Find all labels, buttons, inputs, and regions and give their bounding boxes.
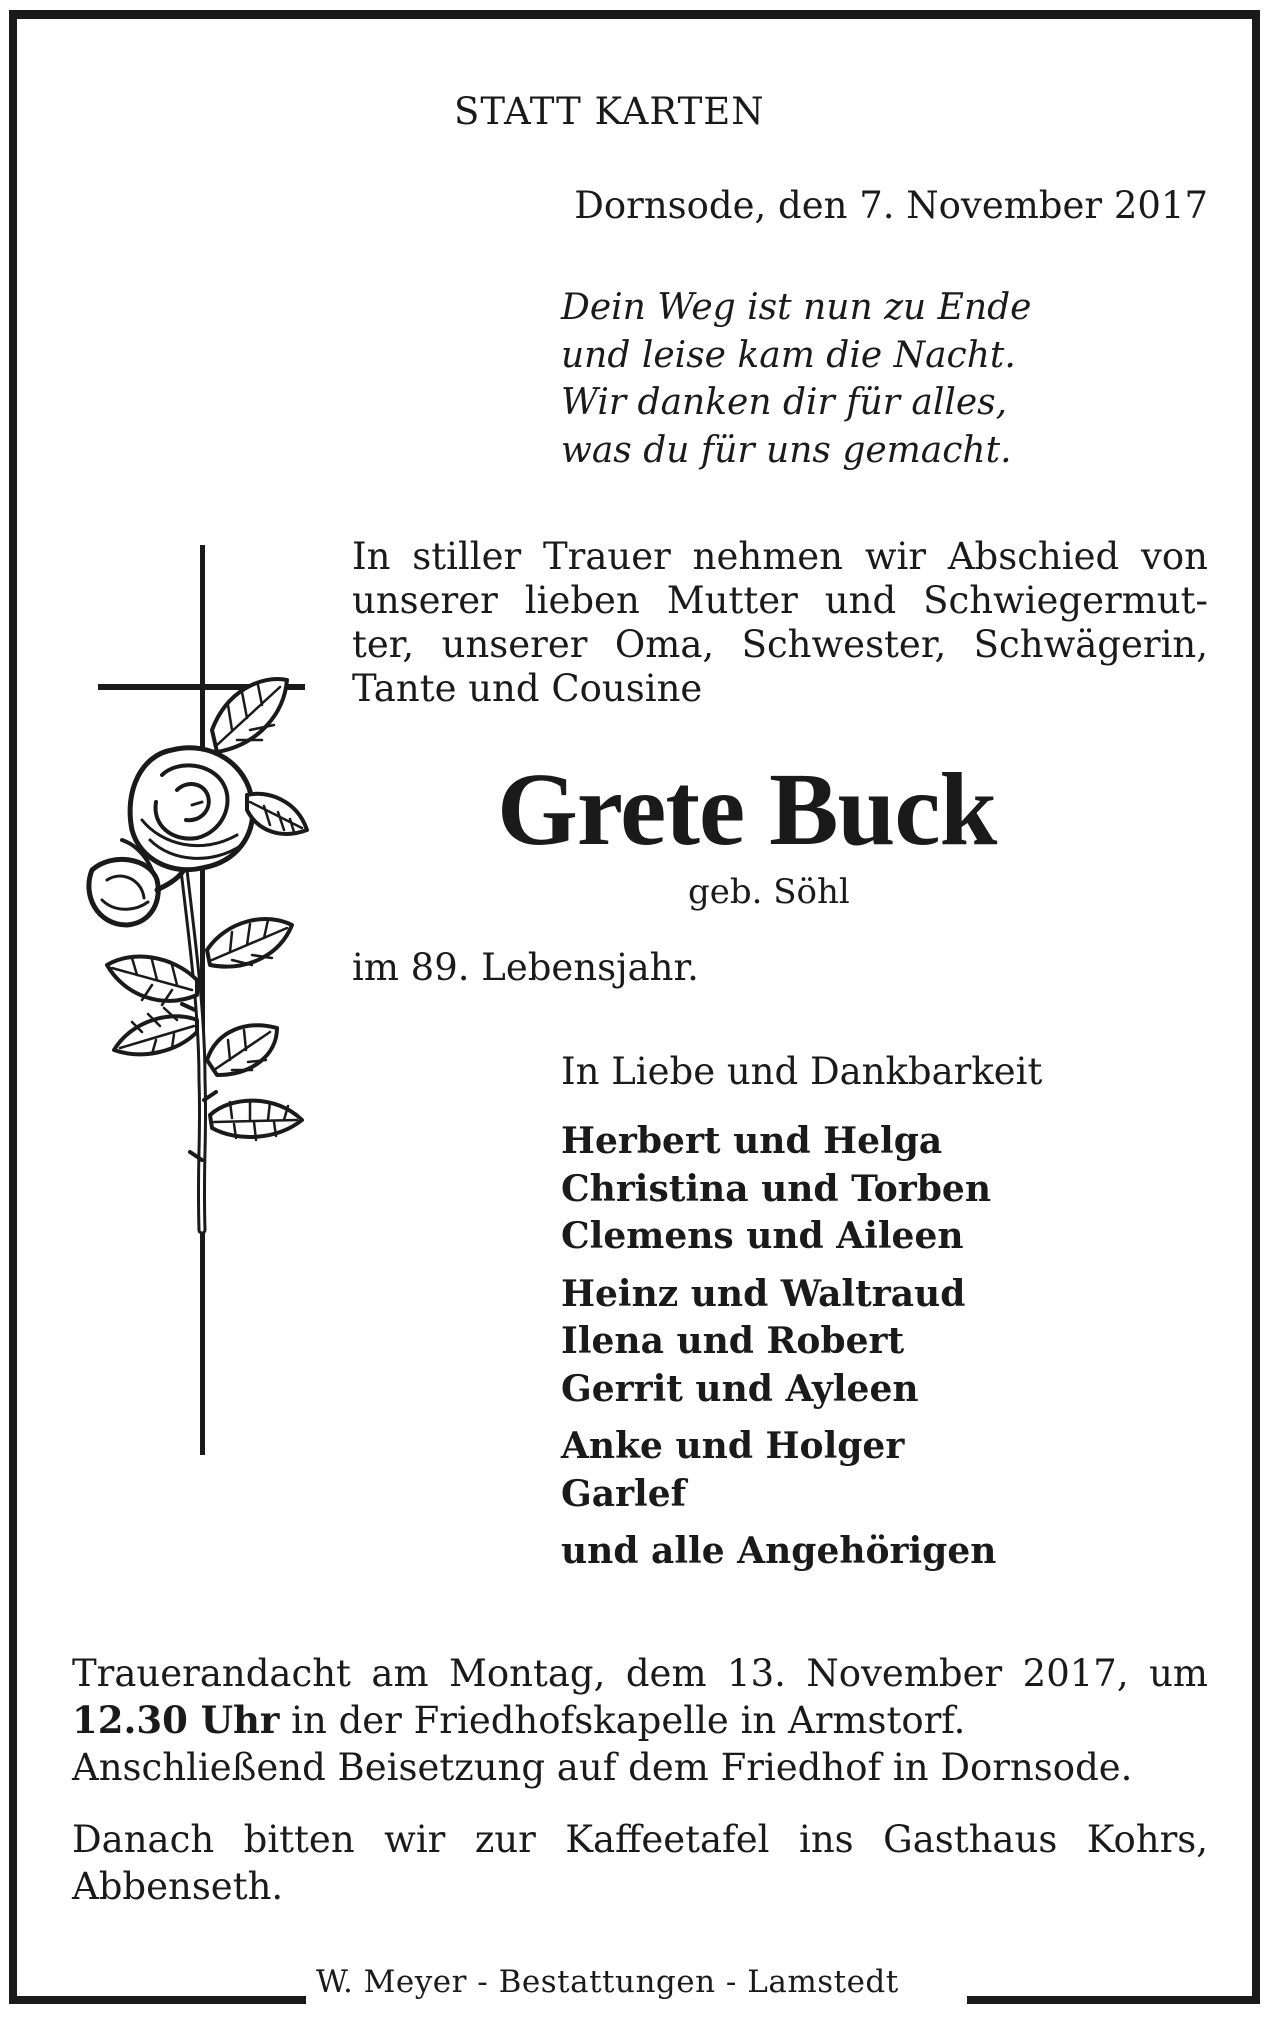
mourners-intro: In Liebe und Dankbarkeit xyxy=(561,1050,1043,1093)
poem-line: was du für uns gemacht. xyxy=(561,429,1012,471)
mourner-line: Clemens und Aileen xyxy=(561,1215,964,1257)
poem xyxy=(561,284,1031,474)
service-info xyxy=(72,1650,1208,1791)
date-line: Dornsode, den 7. November 2017 xyxy=(574,184,1208,227)
service-time: 12.30 Uhr xyxy=(72,1698,280,1742)
mourner-group xyxy=(561,1423,996,1518)
mourners-list xyxy=(561,1118,996,1586)
coffee-line: Danach bitten wir zur Kaffeetafel ins Gasthaus Kohrs, xyxy=(72,1818,1208,1861)
poem-line: und leise kam die Nacht. xyxy=(561,334,1016,376)
mourner-group xyxy=(561,1528,996,1576)
mourner-line: Anke und Holger xyxy=(561,1425,905,1467)
undertaker-footer: W. Meyer - Bestattungen - Lamstedt xyxy=(316,1964,899,2000)
coffee-line: Abbenseth. xyxy=(72,1865,284,1908)
mourner-line: und alle Angehörigen xyxy=(561,1530,997,1572)
poem-line: Wir danken dir für alles, xyxy=(561,382,1008,423)
service-line xyxy=(72,1697,1208,1744)
poem-line: Dein Weg ist nun zu Ende xyxy=(561,287,1032,328)
age-line: im 89. Lebensjahr. xyxy=(352,946,699,989)
mourner-line: Ilena und Robert xyxy=(561,1320,905,1362)
mourner-line: Christina und Torben xyxy=(561,1167,992,1210)
mourner-line: Gerrit und Ayleen xyxy=(561,1367,919,1410)
intro-line: In stiller Trauer nehmen wir Abschied von xyxy=(352,535,1208,578)
mourner-group xyxy=(561,1271,996,1414)
service-location: in der Friedhofskapelle in Armstorf. xyxy=(279,1699,966,1742)
maiden-name: geb. Söhl xyxy=(688,872,850,912)
intro-line: unserer lieben Mutter und Schwiegermut- xyxy=(352,579,1208,622)
bottom-rule-right xyxy=(967,1996,1260,2004)
coffee-info xyxy=(72,1816,1208,1910)
service-line: Trauerandacht am Montag, dem 13. November 2017, um xyxy=(72,1652,1208,1695)
intro-line: ter, unserer Oma, Schwester, Schwägerin, xyxy=(352,623,1208,666)
bottom-rule-left xyxy=(9,1996,306,2004)
mourner-line: Heinz und Waltraud xyxy=(561,1272,966,1315)
statt-karten-heading: STATT KARTEN xyxy=(454,90,765,133)
mourner-line: Garlef xyxy=(561,1472,687,1515)
deceased-name: Grete Buck xyxy=(497,752,997,867)
cross-with-rose-icon xyxy=(52,540,332,1460)
mourner-group xyxy=(561,1118,996,1261)
mourner-line: Herbert und Helga xyxy=(561,1120,943,1162)
intro-line: Tante und Cousine xyxy=(352,667,703,710)
intro-text xyxy=(352,535,1208,711)
service-line: Anschließend Beisetzung auf dem Friedhof in Dornsode. xyxy=(72,1746,1133,1789)
